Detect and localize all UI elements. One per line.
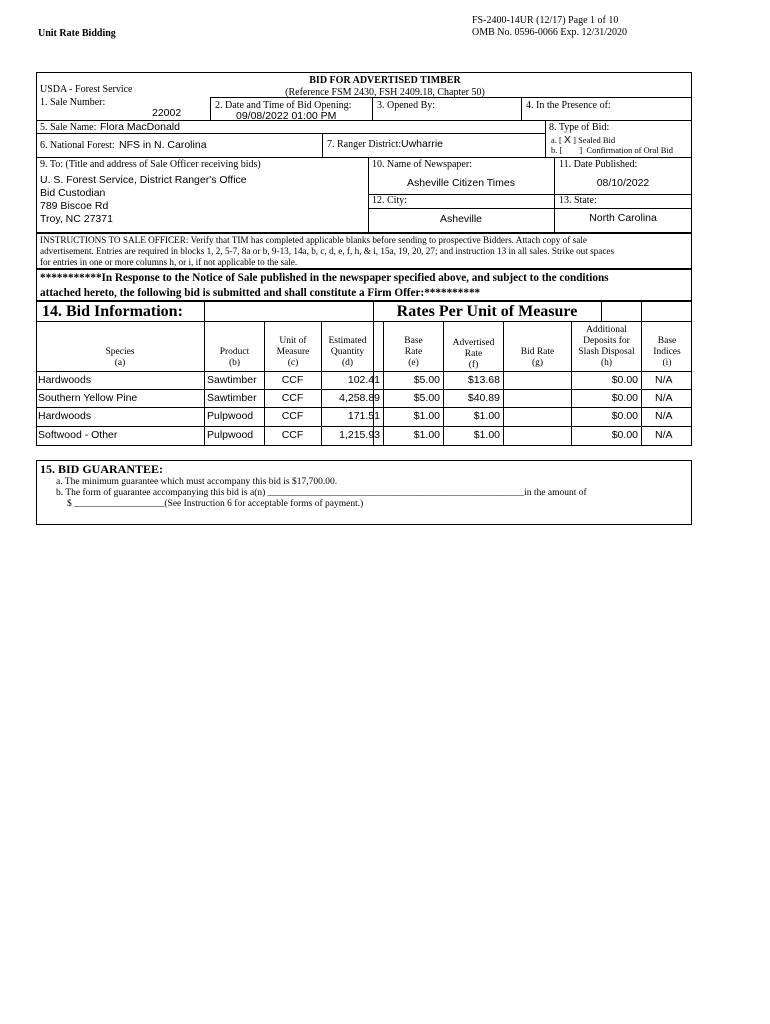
column-header-unit [265, 336, 321, 369]
product-cell[interactable]: Pulpwood [207, 410, 254, 422]
indices-cell[interactable]: N/A [655, 429, 673, 441]
deposits-cell[interactable]: $0.00 [611, 374, 638, 386]
bid-information-title: 14. Bid Information: [42, 303, 183, 320]
deposits-cell[interactable]: $0.00 [611, 429, 638, 441]
column-header-advertised-rate [444, 338, 503, 371]
opened-by-label: 3. Opened By: [377, 100, 436, 111]
column-header-quantity [322, 336, 373, 369]
sale-officer-line-3[interactable]: 789 Biscoe Rd [40, 200, 109, 212]
sale-officer-line-2[interactable]: Bid Custodian [40, 187, 106, 199]
form-reference: (Reference FSM 2430, FSH 2409.18, Chapter 50) [285, 87, 485, 98]
column-header-base-rate-code: (e) [408, 358, 419, 368]
column-header-species-name: Species [105, 347, 135, 357]
oral-bid-option[interactable]: b. [ ] Confirmation of Oral Bid [551, 145, 674, 155]
bid-guarantee-title: 15. BID GUARANTEE: [40, 462, 164, 476]
sale-officer-line-1[interactable]: U. S. Forest Service, District Ranger's Office [40, 174, 247, 186]
column-header-advertised-rate-line-2: Rate [464, 349, 483, 359]
column-header-advertised-rate-code: (f) [468, 360, 479, 370]
deposits-cell[interactable]: $0.00 [611, 410, 638, 422]
column-header-product-code: (b) [228, 358, 241, 368]
newspaper-field[interactable]: Asheville Citizen Times [407, 177, 515, 189]
product-cell[interactable]: Sawtimber [207, 392, 257, 404]
product-cell[interactable]: Pulpwood [207, 429, 254, 441]
unit-cell[interactable]: CCF [281, 429, 304, 441]
column-header-quantity-line-1: Estimated [328, 336, 367, 346]
deposits-cell[interactable]: $0.00 [611, 392, 638, 404]
presence-label: 4. In the Presence of: [526, 100, 611, 111]
column-header-bid-rate-name: Bid Rate [520, 347, 555, 357]
quantity-cell[interactable]: 171.51 [347, 410, 380, 422]
instructions-line-1: INSTRUCTIONS TO SALE OFFICER: Verify that TIM has completed applicable blanks before sending to prospective Bidders. Attach copy of sale [40, 235, 587, 245]
newspaper-label: 10. Name of Newspaper: [372, 159, 472, 170]
column-header-unit-code: (c) [287, 358, 299, 368]
species-cell[interactable]: Softwood - Other [38, 429, 118, 441]
bid-opening-field[interactable]: 09/08/2022 01:00 PM [236, 110, 337, 122]
date-published-field[interactable]: 08/10/2022 [596, 177, 650, 189]
column-header-base-rate [384, 336, 443, 369]
column-header-unit-line-1: Unit of [279, 336, 307, 346]
advertised-rate-cell[interactable]: $1.00 [473, 429, 500, 441]
guarantee-minimum-text: a. The minimum guarantee which must accompany this bid is $17,700.00. [56, 477, 338, 487]
column-header-indices [642, 336, 692, 369]
sealed-bid-label: ] Sealed Bid [573, 135, 616, 145]
base-rate-cell[interactable]: $1.00 [413, 429, 440, 441]
rates-title: Rates Per Unit of Measure [396, 303, 578, 320]
agency-label: USDA - Forest Service [40, 84, 133, 95]
bid-rate-input[interactable] [503, 407, 571, 425]
indices-cell[interactable]: N/A [655, 392, 673, 404]
ranger-district-field[interactable]: Uwharrie [401, 138, 444, 150]
sale-name-label: 5. Sale Name: [40, 122, 97, 133]
quantity-cell[interactable]: 102.41 [347, 374, 380, 386]
column-header-base-rate-line-1: Base [404, 336, 423, 346]
column-header-deposits [572, 325, 641, 369]
column-header-unit-line-2: Measure [276, 347, 310, 357]
quantity-cell[interactable]: 4,258.89 [339, 392, 380, 404]
indices-cell[interactable]: N/A [655, 410, 673, 422]
species-cell[interactable]: Hardwoods [38, 410, 92, 422]
column-header-indices-code: (i) [662, 358, 672, 368]
instructions-line-2: advertisement. Entries are required in blocks 1, 2, 5-7, 8a or b, 9-13, 14a, b, c, d, e, f, h, & i, 15a, 19, 20, 27; and instruction 13 in all sales. Strike out spaces [40, 246, 615, 256]
omb-number: OMB No. 0596-0066 Exp. 12/31/2020 [472, 27, 627, 38]
guarantee-form-field[interactable]: b. The form of guarantee accompanying this bid is a(n) ______________________________________________________in the amount of [56, 488, 587, 498]
column-header-species [37, 347, 203, 369]
column-header-product-name: Product [219, 347, 250, 357]
city-field[interactable]: Asheville [439, 213, 483, 225]
instructions-line-3: for entries in one or more columns h, or i, if not applicable to the sale. [40, 257, 298, 267]
state-field[interactable]: North Carolina [589, 212, 657, 224]
species-cell[interactable]: Hardwoods [38, 374, 92, 386]
sale-name-field[interactable]: Flora MacDonald [100, 121, 180, 133]
firm-offer-line-2: attached hereto, the following bid is submitted and shall constitute a Firm Offer:********** [40, 287, 481, 299]
sealed-bid-option[interactable] [551, 135, 615, 145]
bid-type-label: 8. Type of Bid: [549, 122, 610, 133]
column-header-product [205, 347, 264, 369]
bid-opening-label: 2. Date and Time of Bid Opening: [215, 100, 352, 111]
date-published-label: 11. Date Published: [559, 159, 638, 170]
bid-rate-input[interactable] [503, 426, 571, 444]
national-forest-field[interactable]: NFS in N. Carolina [119, 139, 207, 151]
form-number: FS-2400-14UR (12/17) Page 1 of 10 [472, 15, 619, 26]
column-header-bid-rate [504, 347, 571, 369]
base-rate-cell[interactable]: $5.00 [413, 374, 440, 386]
species-cell[interactable]: Southern Yellow Pine [38, 392, 138, 404]
unit-cell[interactable]: CCF [281, 374, 304, 386]
guarantee-amount-field[interactable]: $ ___________________(See Instruction 6 for acceptable forms of payment.) [67, 499, 364, 509]
bid-rate-input[interactable] [503, 371, 571, 389]
base-rate-cell[interactable]: $1.00 [413, 410, 440, 422]
sale-number-label: 1. Sale Number: [40, 97, 106, 108]
column-header-deposits-line-1: Additional [586, 325, 627, 335]
state-label: 13. State: [559, 195, 597, 206]
advertised-rate-cell[interactable]: $1.00 [473, 410, 500, 422]
base-rate-cell[interactable]: $5.00 [413, 392, 440, 404]
column-header-indices-line-2: Indices [653, 347, 681, 357]
column-header-base-rate-line-2: Rate [404, 347, 423, 357]
sealed-bid-checkmark: X [563, 134, 571, 146]
column-header-advertised-rate-line-1: Advertised [452, 338, 495, 348]
unit-cell[interactable]: CCF [281, 392, 304, 404]
column-header-bid-rate-code: (g) [531, 358, 544, 368]
form-title: BID FOR ADVERTISED TIMBER [309, 75, 461, 86]
quantity-cell[interactable]: 1,215.93 [339, 429, 380, 441]
bid-rate-input[interactable] [503, 389, 571, 407]
column-header-quantity-code: (d) [341, 358, 354, 368]
column-header-indices-line-1: Base [657, 336, 677, 346]
column-header-deposits-line-2: Deposits for [583, 336, 630, 346]
sale-officer-label: 9. To: (Title and address of Sale Officer receiving bids) [40, 159, 261, 170]
column-header-deposits-line-3: Slash Disposal [578, 347, 635, 357]
advertised-rate-cell[interactable]: $40.89 [467, 392, 500, 404]
firm-offer-line-1: ***********In Response to the Notice of Sale published in the newspaper specified above, and subject to the conditions [40, 272, 609, 284]
indices-cell[interactable]: N/A [655, 374, 673, 386]
product-cell[interactable]: Sawtimber [207, 374, 257, 386]
form-header-title: Unit Rate Bidding [38, 28, 116, 39]
city-label: 12. City: [372, 195, 408, 206]
sale-officer-line-4[interactable]: Troy, NC 27371 [40, 213, 113, 225]
column-header-deposits-code: (h) [600, 358, 613, 368]
ranger-district-label: 7. Ranger District: [327, 139, 402, 150]
sealed-bid-bracket-open: a. [ [551, 135, 562, 145]
sale-number-field[interactable]: 22002 [152, 107, 182, 119]
column-header-species-code: (a) [114, 358, 126, 368]
advertised-rate-cell[interactable]: $13.68 [467, 374, 500, 386]
unit-cell[interactable]: CCF [281, 410, 304, 422]
column-header-quantity-line-2: Quantity [330, 347, 365, 357]
national-forest-label: 6. National Forest: [40, 140, 115, 151]
